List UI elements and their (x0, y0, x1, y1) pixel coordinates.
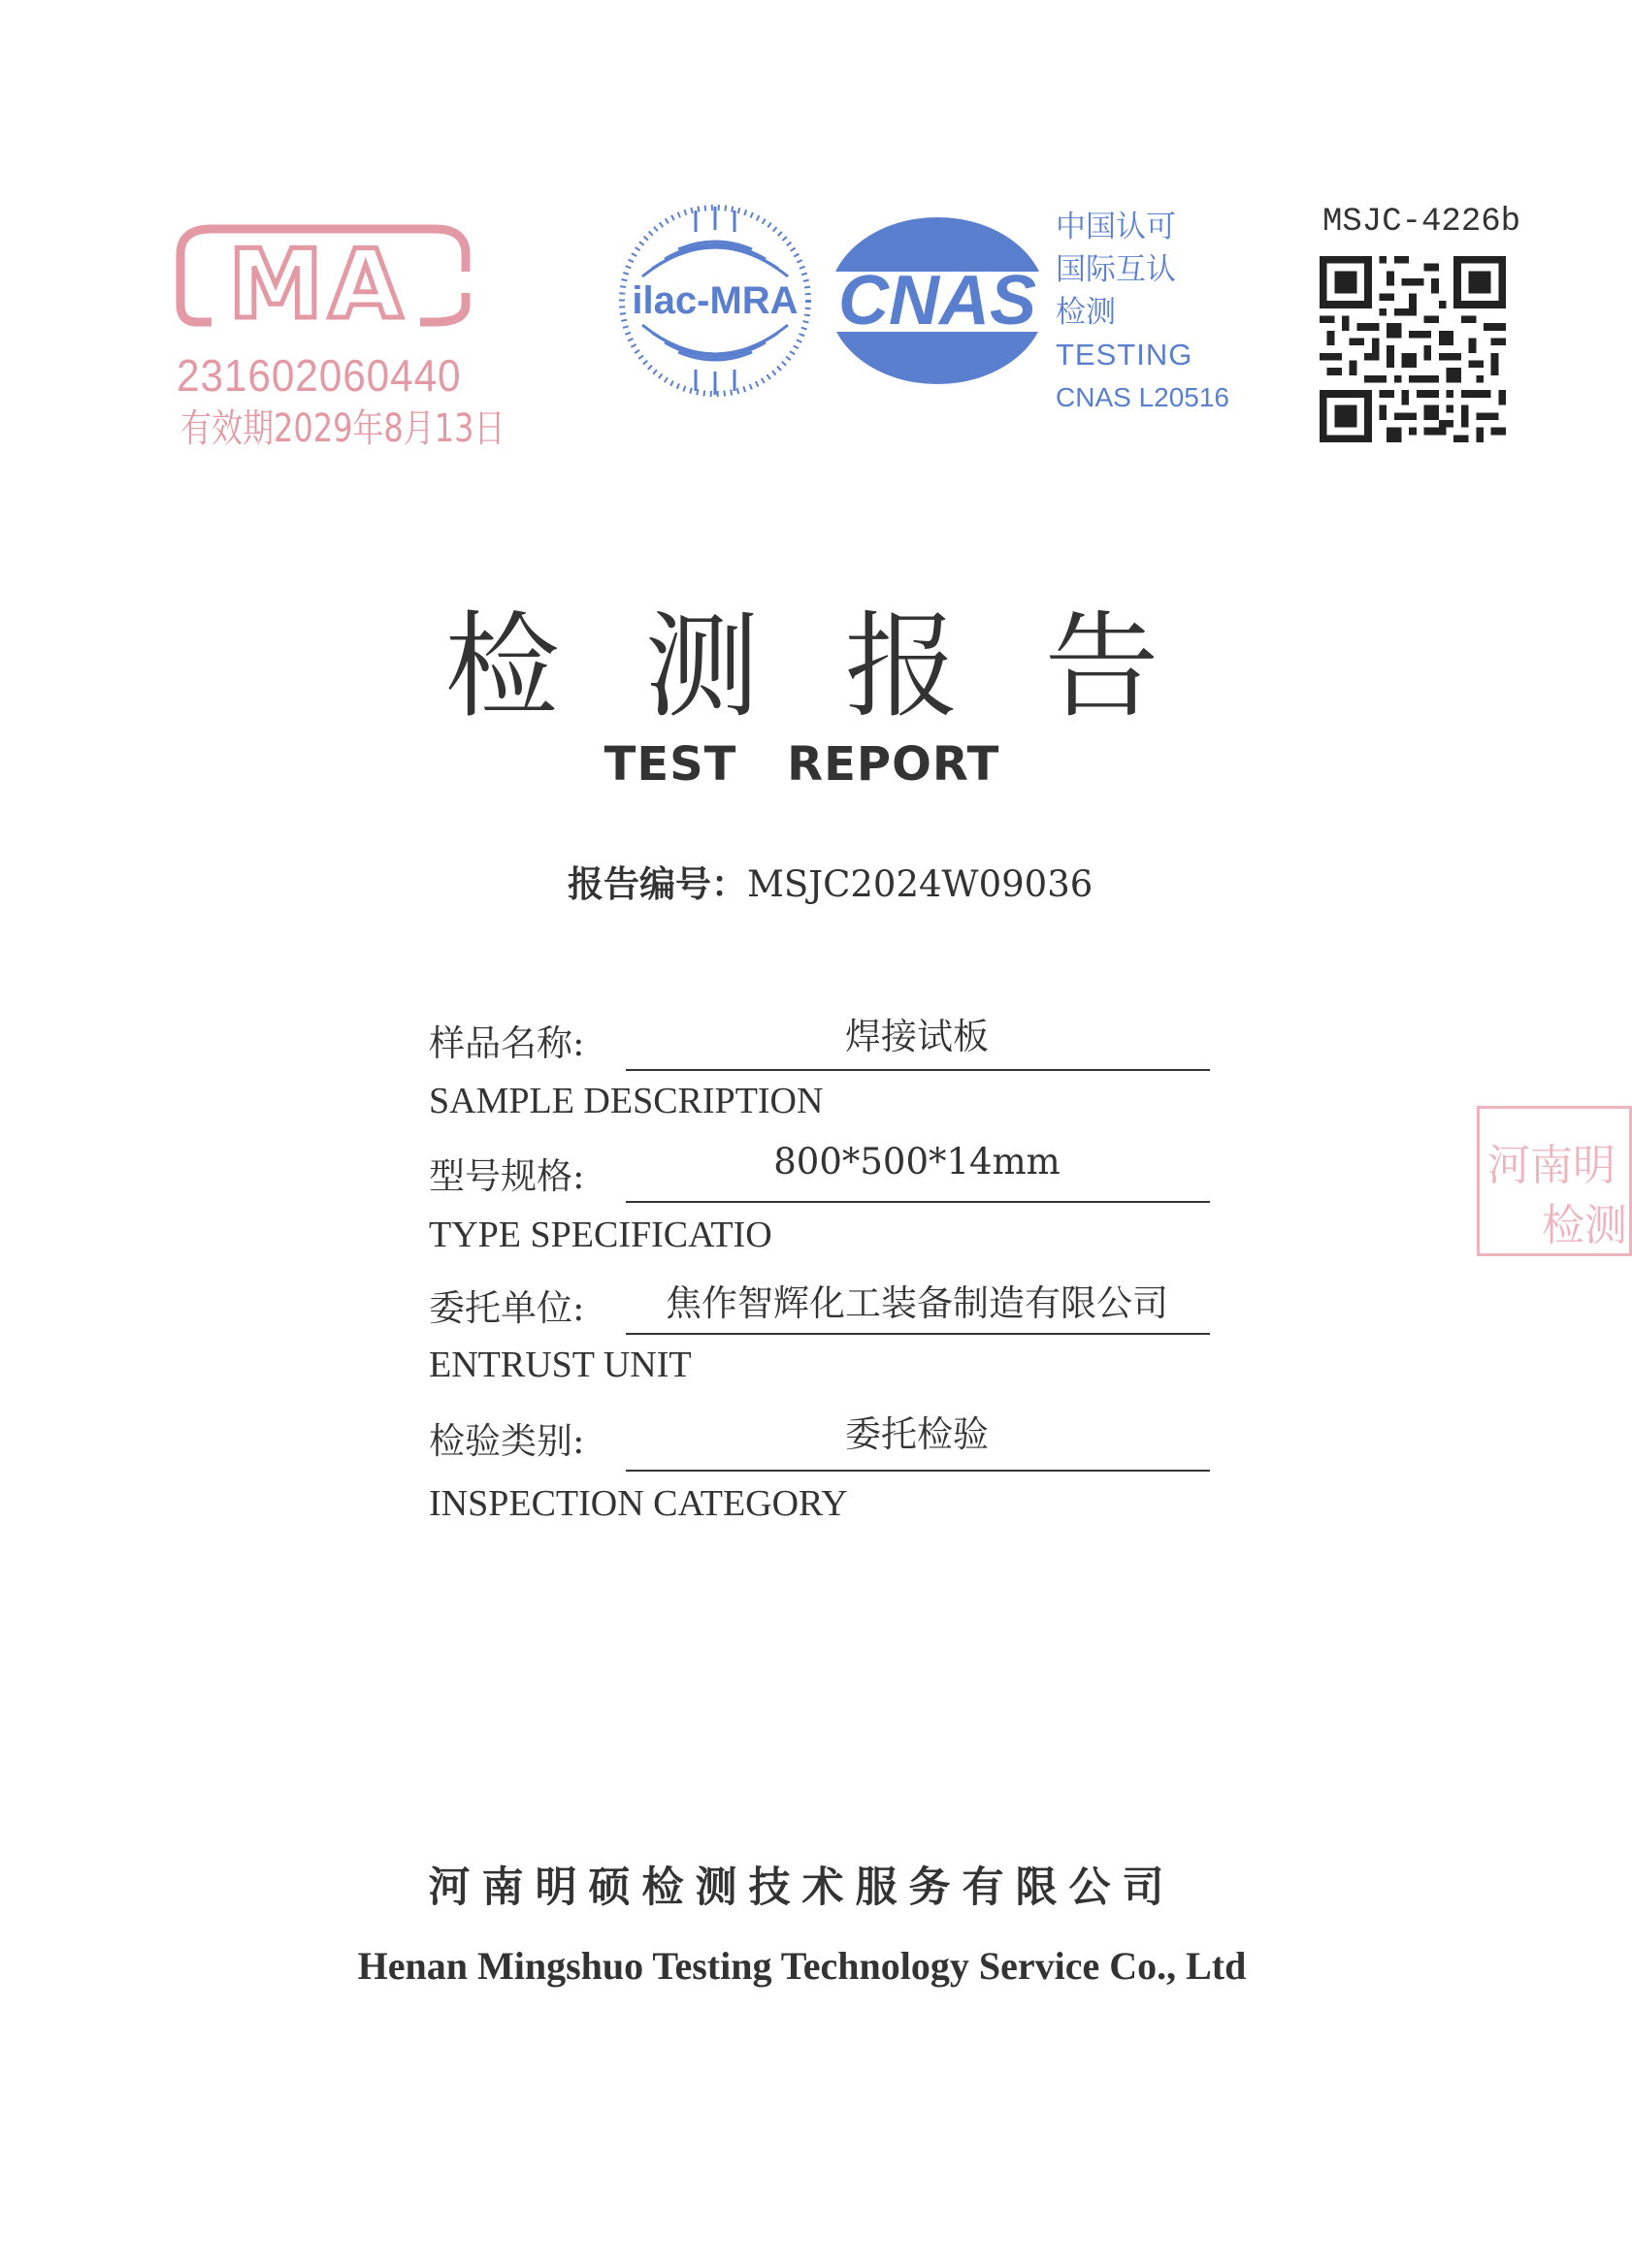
inspection-category-underline (626, 1470, 1210, 1472)
ilac-mra-logo (618, 199, 812, 403)
cnas-line-3: 检测 (1056, 295, 1116, 330)
report-title-en: TEST REPORT (604, 737, 1000, 792)
ilac-logo-letters: ilac-MRA (632, 279, 799, 322)
cma-logo-letters: MA (228, 230, 408, 340)
cnas-code: CNAS L20516 (1056, 382, 1230, 412)
company-seal-partial (1477, 1106, 1632, 1256)
cnas-accreditation-text (1056, 206, 1229, 419)
type-spec-underline (626, 1201, 1210, 1203)
entrust-unit-underline (626, 1333, 1210, 1335)
entrust-unit-value: 焦作智辉化工装备制造有限公司 (666, 1282, 1168, 1324)
cnas-logo (821, 211, 1054, 391)
inspection-category-value: 委托检验 (845, 1413, 989, 1455)
cma-number: 231602060440 (177, 350, 462, 401)
cma-seal-logo (173, 215, 473, 351)
seal-text-line2: 检测 (1542, 1201, 1627, 1250)
entrust-unit-label-en: ENTRUST UNIT (429, 1345, 692, 1385)
type-spec-value: 800*500*14mm (773, 1141, 1061, 1183)
cnas-logo-letters: CNAS (837, 262, 1037, 340)
sample-name-underline (626, 1069, 1210, 1071)
cma-validity: 有效期2029年8月13日 (180, 406, 506, 451)
inspection-category-label-en: INSPECTION CATEGORY (429, 1483, 848, 1524)
seal-text-line1: 河南明 (1487, 1141, 1616, 1190)
type-spec-label: 型号规格: (429, 1155, 585, 1197)
qr-code-icon[interactable] (1320, 256, 1506, 442)
cnas-line-4: TESTING (1056, 338, 1193, 372)
company-name-en: Henan Mingshuo Testing Technology Service Co., Ltd (357, 1944, 1247, 1988)
cnas-line-2: 国际互认 (1056, 252, 1176, 287)
entrust-unit-label: 委托单位: (429, 1287, 585, 1329)
report-number (568, 855, 1093, 907)
document-code: MSJC-4226b (1322, 204, 1521, 241)
type-specification-label-en: TYPE SPECIFICATIO (429, 1215, 772, 1255)
cnas-line-1: 中国认可 (1056, 210, 1176, 244)
report-title-cn: 检测报告 (444, 599, 1245, 733)
report-number-value: MSJC2024W09036 (747, 863, 1093, 905)
sample-name-value: 焊接试板 (845, 1016, 989, 1057)
sample-name-label: 样品名称: (429, 1022, 585, 1064)
inspection-category-label: 检验类别: (429, 1420, 585, 1462)
report-number-label: 报告编号： (568, 863, 747, 905)
company-name-cn: 河南明硕检测技术服务有限公司 (428, 1863, 1176, 1912)
sample-description-label-en: SAMPLE DESCRIPTION (429, 1081, 824, 1121)
